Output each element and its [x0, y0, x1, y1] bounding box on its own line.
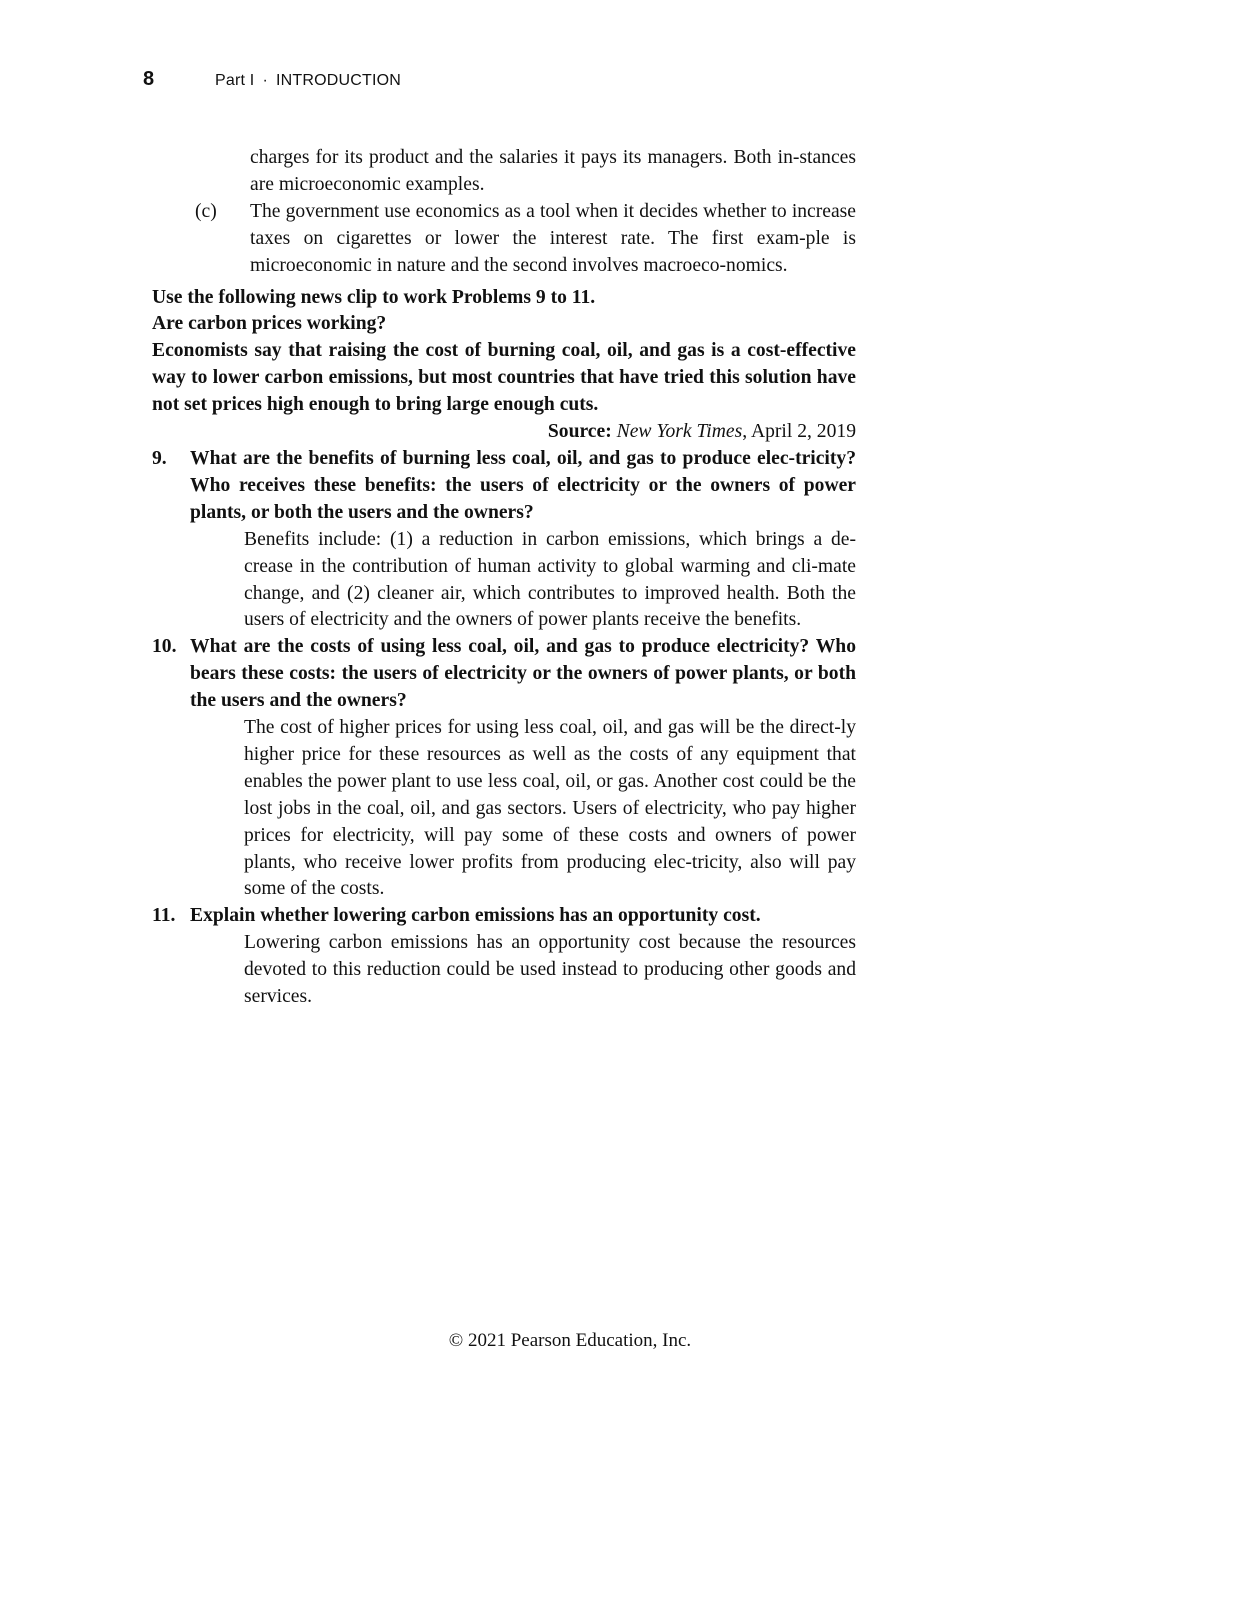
continuation-paragraph: charges for its product and the salaries it pays its managers. Both in-stances are microeconomic examples. [250, 147, 856, 195]
problem-11 [152, 903, 856, 1011]
header-separator: · [262, 72, 268, 89]
problem-answer: Lowering carbon emissions has an opportunity cost because the resources devoted to this reduction could be used instead to producing other goods and services. [244, 932, 856, 1008]
problem-number: 9. [152, 447, 167, 469]
list-item-c [195, 199, 856, 280]
problem-answer: Benefits include: (1) a reduction in carbon emissions, which brings a de-crease in the contribution of human activity to global warming and cli-mate change, and (2) cleaner air, which contributes to improved health. Both the users of electricity and the owners of power plants receive the benefits. [244, 528, 856, 631]
problem-10 [152, 634, 856, 903]
page-body [152, 145, 856, 1011]
source-date: , April 2, 2019 [742, 421, 856, 443]
news-clip-intro: Use the following news clip to work Problems 9 to 11. [152, 286, 596, 308]
problem-question: What are the costs of using less coal, oil, and gas to produce electricity? Who bears these costs: the users of electricity or the owners of power plants, or both the users and the owners? [190, 636, 856, 712]
part-label: Part I [215, 72, 255, 89]
news-clip-body: Economists say that raising the cost of burning coal, oil, and gas is a cost-effective way to lower carbon emissions, but most countries that have tried this solution have not set prices high enough to bring large enough cuts. [152, 340, 856, 416]
news-clip-source [152, 419, 856, 446]
problem-number: 10. [152, 636, 177, 658]
problem-question: Explain whether lowering carbon emissions has an opportunity cost. [190, 905, 761, 927]
problem-9 [152, 446, 856, 634]
section-title: INTRODUCTION [275, 72, 402, 89]
source-publication: New York Times [616, 421, 743, 443]
page-number: 8 [143, 68, 155, 90]
source-label: Source: [547, 421, 612, 443]
problem-answer: The cost of higher prices for using less coal, oil, and gas will be the direct-ly higher price for these resources as well as the costs of any equipment that enables the power plant to use less coal, oil, or gas. Another cost could be the lost jobs in the coal, oil, and gas sectors. Users of electricity, who pay higher prices for electricity, will pay some of these costs and owners of power plants, who receive lower profits from producing elec-tricity, also will pay some of the costs. [244, 717, 856, 900]
list-item-text: The government use economics as a tool when it decides whether to increase taxes on cigarettes or lower the interest rate. The first exam-ple is microeconomic in nature and the second involves macroeco-nomics. [250, 200, 856, 276]
list-marker: (c) [195, 200, 217, 222]
news-clip-headline: Are carbon prices working? [152, 313, 387, 335]
problem-question: What are the benefits of burning less coal, oil, and gas to produce elec-tricity? Who receives these benefits: the users of electricity or the owners of power plants, or both the users and the owners? [190, 447, 856, 523]
running-head [215, 72, 401, 90]
copyright-footer: © 2021 Pearson Education, Inc. [448, 1330, 692, 1351]
problem-number: 11. [152, 905, 176, 927]
